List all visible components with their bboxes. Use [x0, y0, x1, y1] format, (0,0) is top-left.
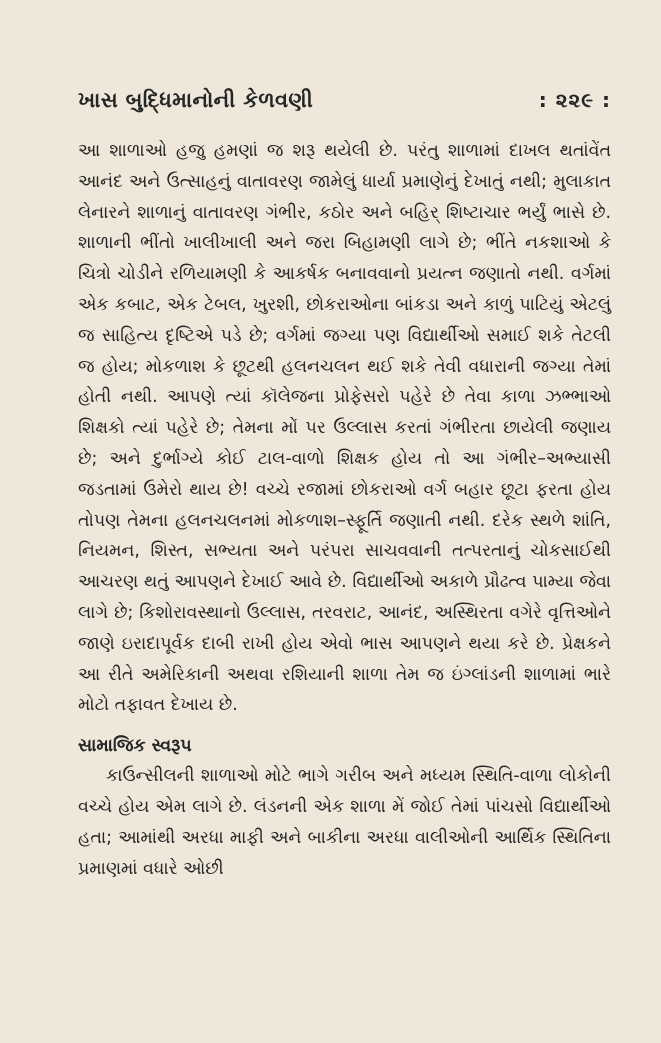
section-paragraph: કાઉન્સીલની શાળાઓ મોટે ભાગે ગરીબ અને મધ્યમ સ્થિતિ-વાળા લોકોની વચ્ચે હોય એમ લાગે છે. લંડનની એક શાળા મેં જોઈ તેમાં પાંચસો વિદ્યાર્થીઓ હતા; આમાંથી અરધા માફી અને બાકીના અરધા વાલીઓની આર્થિક સ્થિતિના પ્રમાણમાં વધારે ઓછી	[78, 766, 611, 879]
body-paragraph: આ શાળાઓ હજુ હમણાં જ શરૂ થયેલી છે. પરંતુ શાળામાં દાખલ થતાંવેંત આનંદ અને ઉત્સાહનું વાતાવરણ જામેલું ધાર્યા પ્રમાણેનું દેખાતું નથી; મુલાકાત લેનારને શાળાનું વાતાવરણ ગંભીર, કઠોર અને બહિર્ શિષ્ટાચાર ભર્યું ભાસે છે. શાળાની ભીંતો ખાલીખાલી અને જરા બિહામણી લાગે છે; ભીંતે નકશાઓ કે ચિત્રો ચોડીને રળિયામણી કે આકર્ષક બનાવવાનો પ્રયત્ન જણાતો નથી. વર્ગમાં એક કબાટ, એક ટેબલ, ખુરશી, છોકરાઓના બાંકડા અને કાળું પાટિયું એટલું જ સાહિત્ય દૃષ્ટિએ પડે છે; વર્ગમાં જગ્યા પણ વિદ્યાર્થીઓ સમાઈ શકે તેટલી જ હોય; મોકળાશ કે છૂટથી હલનચલન થઈ શકે તેવી વધારાની જગ્યા તેમાં હોતી નથી. આપણે ત્યાં કૉલેજના પ્રોફેસરો પહેરે છે તેવા કાળા ઝભ્ભાઓ શિક્ષકો ત્યાં પહેરે છે; તેમના મોં પર ઉલ્લાસ કરતાં ગંભીરતા છાયેલી જણાય છે; અને દુર્ભાગ્યે કોઈ ટાલ-વાળો શિક્ષક હોય તો આ ગંભીર–અભ્યાસી જડતામાં ઉમેરો થાય છે! વચ્ચે રજામાં છોકરાઓ વર્ગ બહાર છૂટા ફરતા હોય તોપણ તેમના હલનચલનમાં મોકળાશ–સ્ફૂર્તિ જણાતી નથી. દરેક સ્થળે શાંતિ, નિયમન, શિસ્ત, સભ્યતા અને પરંપરા સાચવવાની તત્પરતાનું ચોકસાઈથી આચરણ થતું આપણને દેખાઈ આવે છે. વિદ્યાર્થીઓ અકાળે પ્રૌઢત્વ પામ્યા જેવા લાગે છે; કિશોરાવસ્થાનો ઉલ્લાસ, તરવરાટ, આનંદ, અસ્થિરતા વગેરે વૃત્તિઓને જાણે ઇરાદાપૂર્વક દાબી રાખી હોય એવો ભાસ આપણને થયા કરે છે. પ્રેક્ષકને આ રીતે અમેરિકાની અથવા રશિયાની શાળા તેમ જ ઇંગ્લાંડની શાળામાં ભારે મોટો તફાવત દેખાય છે.	[78, 141, 611, 716]
section-heading: સામાજિક સ્વરૂપ	[78, 736, 192, 757]
page-header	[78, 88, 611, 132]
page-number: : ૨૨૯ :	[538, 88, 611, 112]
running-title: ખાસ બુદ્ધિમાનોની કેળવણી	[78, 88, 314, 112]
